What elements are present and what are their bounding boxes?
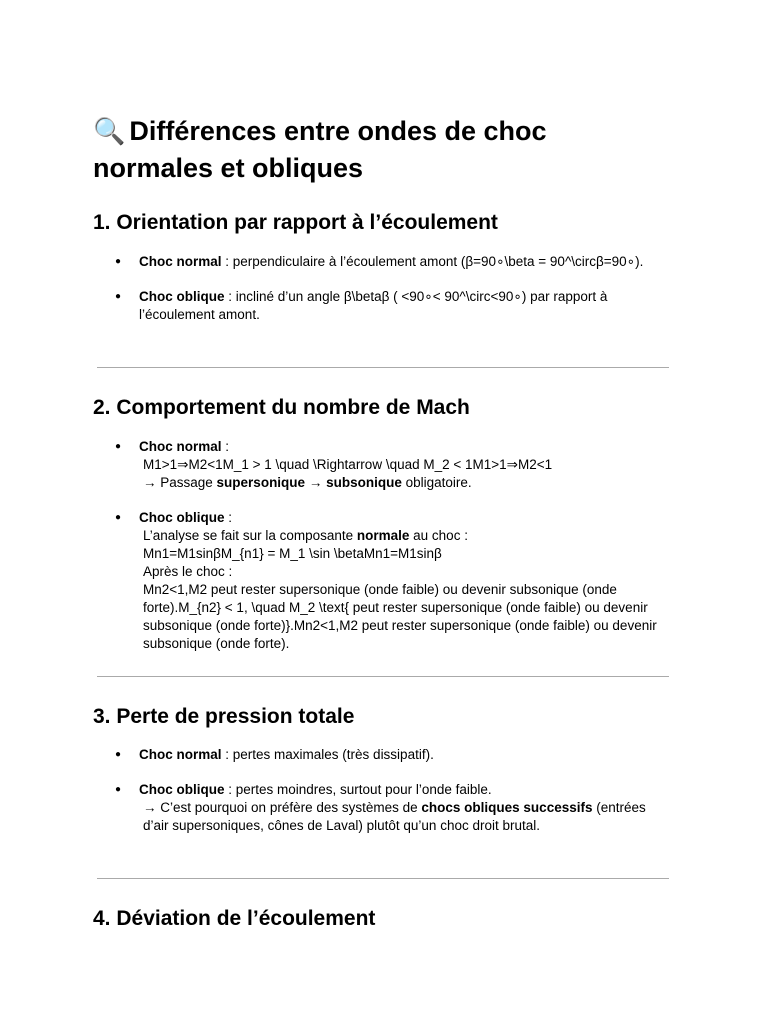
- section-heading-mach: 2. Comportement du nombre de Mach: [93, 396, 470, 419]
- page-title: 🔍 Différences entre ondes de choc normales et obliques: [93, 116, 547, 183]
- list-item: ● Choc oblique : incliné d’un angle β\betaβ ( <90∘< 90^\circ<90∘) par rapport à l’écoulement amont.: [93, 288, 673, 324]
- formula-paragraph: Mn2<1,M2 peut rester supersonique (onde faible) ou devenir subsonique (onde forte).M_{n2} < 1, \quad M_2 \text{ peut rester supersonique (onde faible) ou devenir subsonique (onde forte)}.Mn2<1,M2 peut rester supersonique (onde faible) ou devenir subsonique (onde forte).: [143, 582, 657, 651]
- list-item: ● Choc normal : perpendiculaire à l’écoulement amont (β=90∘\beta = 90^\circβ=90∘).: [93, 253, 673, 271]
- section-divider: [97, 676, 669, 677]
- formula: Mn1=M1sinβM_{n1} = M_1 \sin \betaMn1=M1sinβ: [143, 546, 442, 561]
- list-item: ● Choc oblique : pertes moindres, surtout pour l’onde faible. → C’est pourquoi on préfère des systèmes de chocs obliques successifs (entrées d’air supersoniques, cônes de Laval) plutôt qu’un choc droit brutal.: [93, 781, 673, 835]
- orientation-list: [93, 253, 673, 324]
- section-heading-deviation: 4. Déviation de l’écoulement: [93, 907, 376, 930]
- magnifier-icon: 🔍: [93, 116, 126, 146]
- list-item: ● Choc normal : M1>1⇒M2<1M_1 > 1 \quad \Rightarrow \quad M_2 < 1M1>1⇒M2<1 → Passage supersonique → subsonique obligatoire.: [93, 438, 673, 492]
- mach-list: [93, 438, 673, 653]
- section-heading-pressure: 3. Perte de pression totale: [93, 705, 355, 728]
- section-divider: [97, 878, 669, 879]
- list-item: ● Choc oblique : L’analyse se fait sur la composante normale au choc : Mn1=M1sinβM_{n1} = M_1 \sin \betaMn1=M1sinβ Après le choc : Mn2<1,M2 peut rester supersonique (onde faible) ou devenir subsonique (onde forte).M_{n2} < 1, \quad M_2 \text{ peut rester supersonique (onde faible) ou devenir subsonique (onde forte)}.Mn2<1,M2 peut rester supersonique (onde faible) ou devenir subsonique (onde forte).: [93, 509, 673, 653]
- section-heading-orientation: 1. Orientation par rapport à l’écoulement: [93, 211, 498, 234]
- formula: M1>1⇒M2<1M_1 > 1 \quad \Rightarrow \quad M_2 < 1M1>1⇒M2<1: [143, 457, 553, 472]
- list-item: ● Choc normal : pertes maximales (très dissipatif).: [93, 746, 673, 764]
- pressure-list: [93, 746, 673, 835]
- section-divider: [97, 367, 669, 368]
